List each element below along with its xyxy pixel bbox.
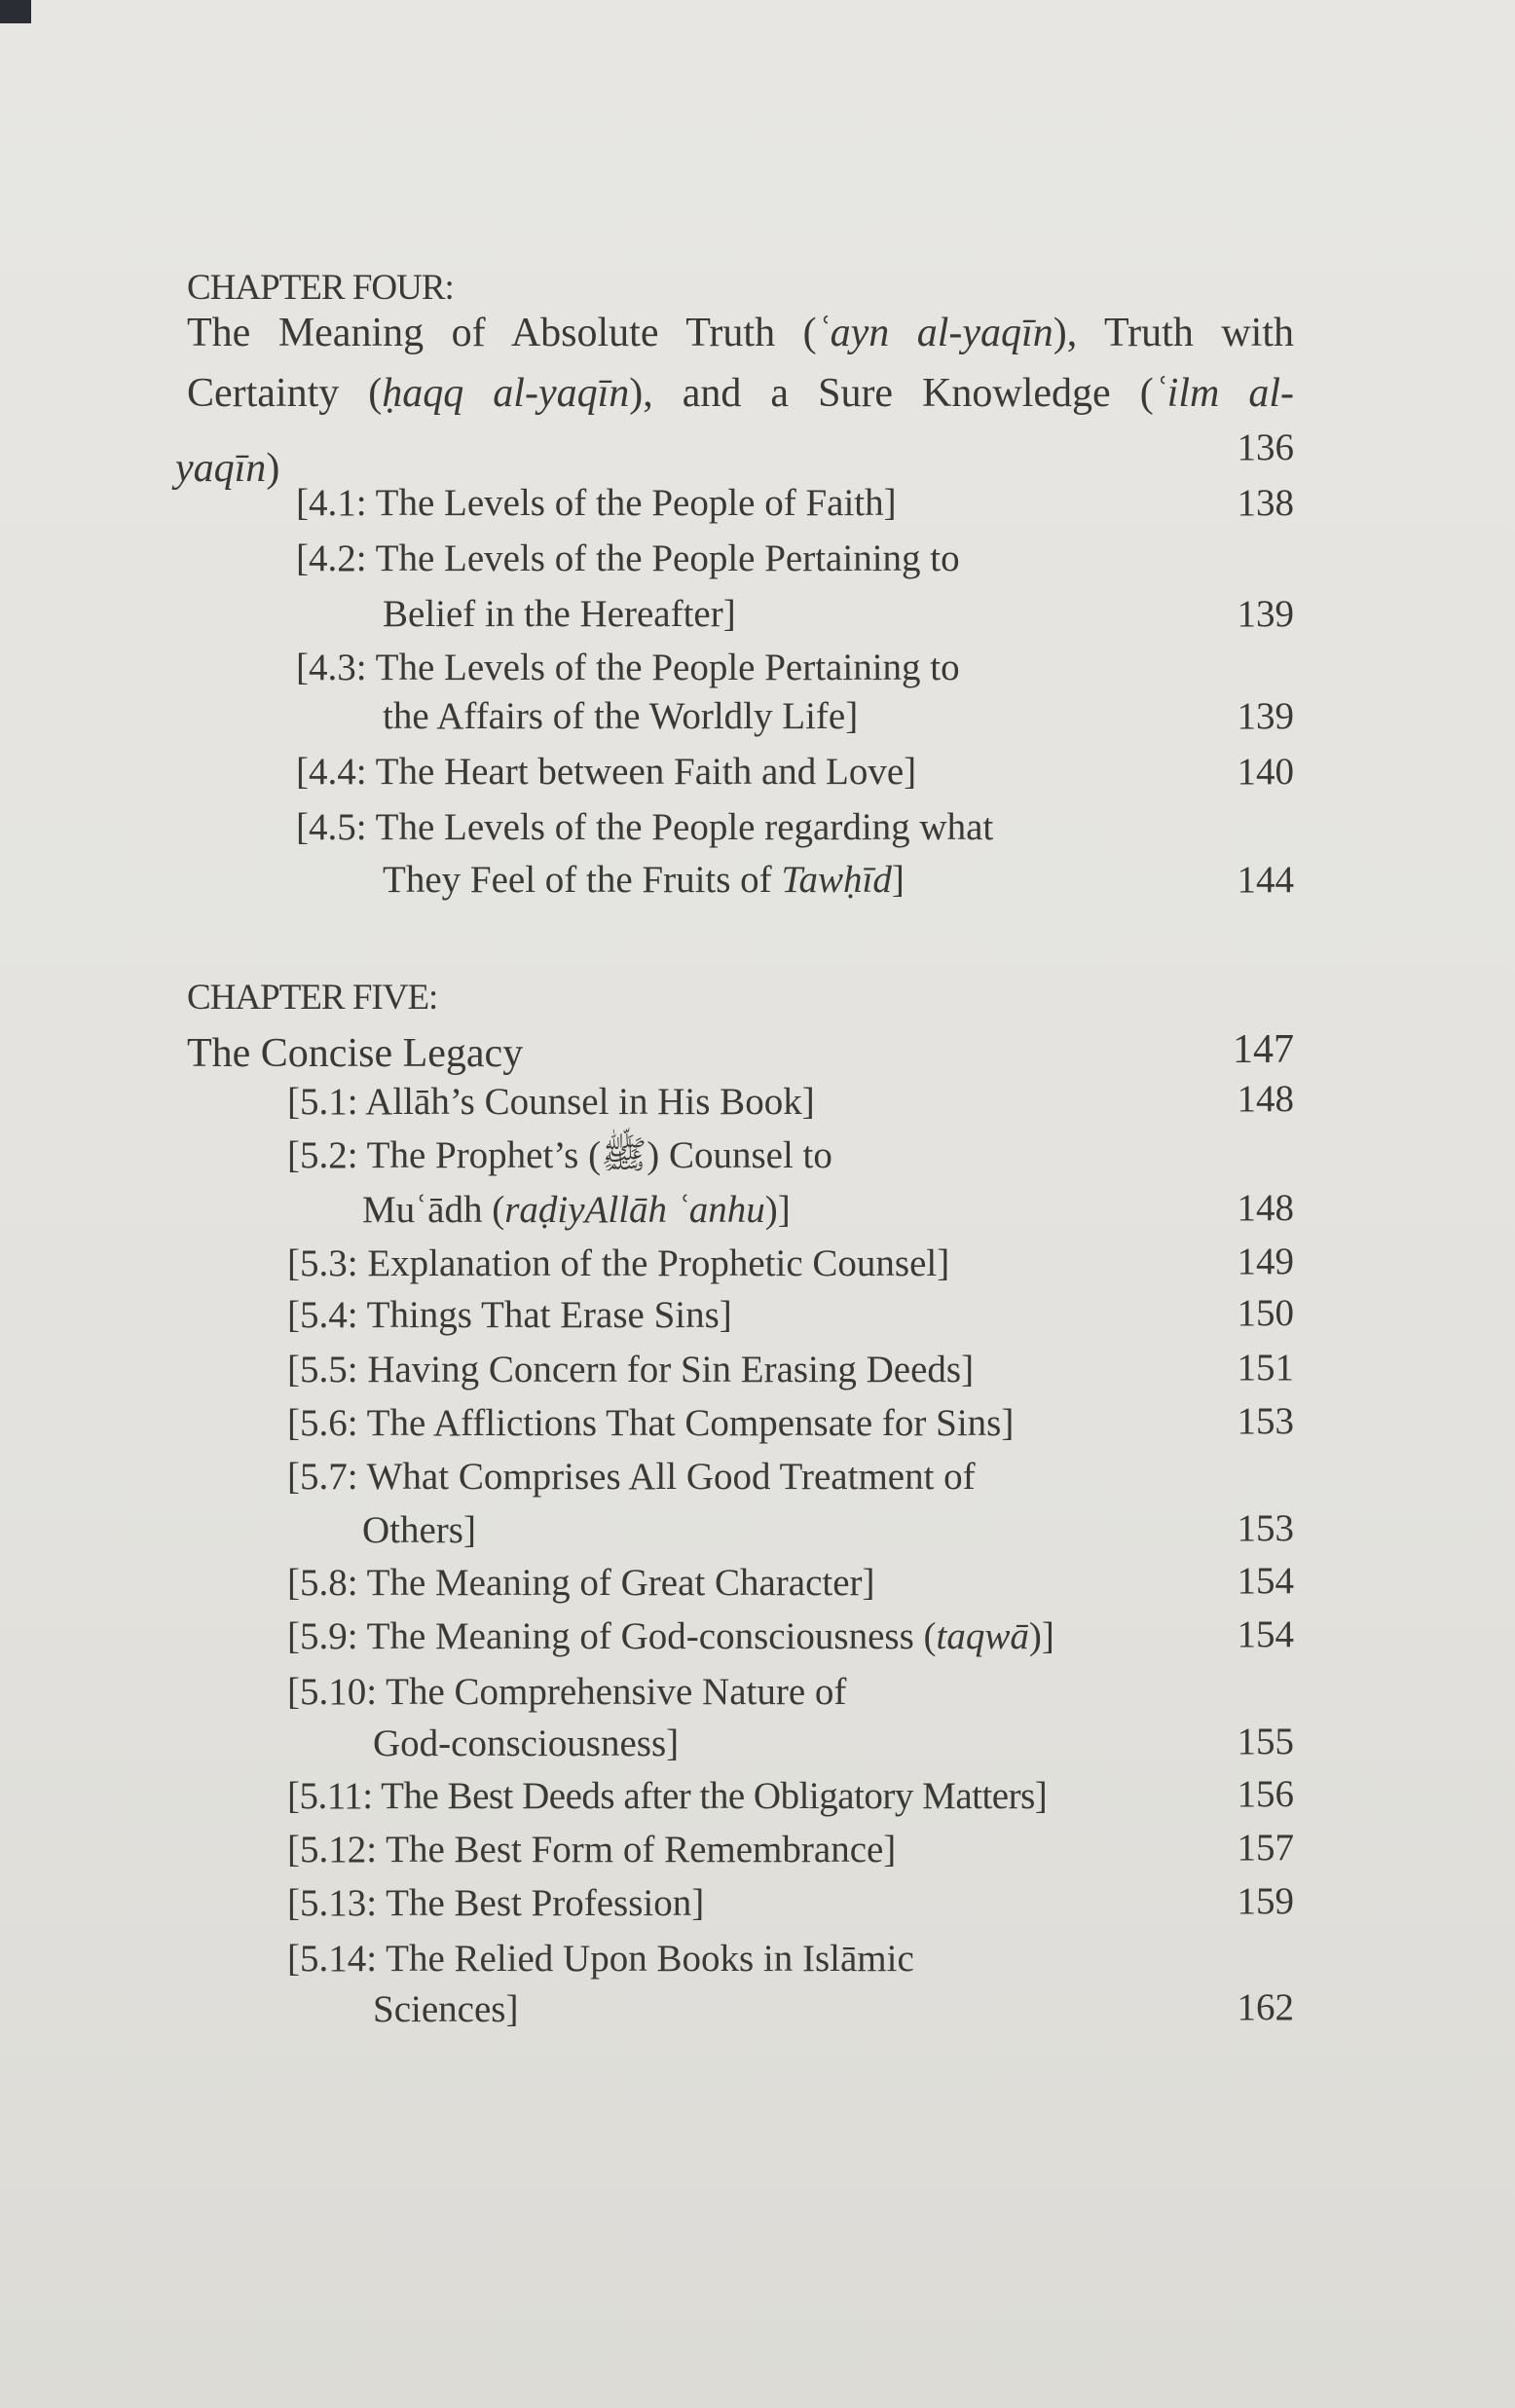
page-number: 155 [1237,1721,1294,1762]
text: Certainty ( [187,371,383,416]
page-number: 138 [1237,482,1294,524]
toc-entry-continuation: Belief in the Hereafter] [383,593,736,635]
text: The Meaning of Absolute Truth ( [187,311,817,355]
text: )] [1028,1615,1054,1657]
toc-entry-continuation: the Affairs of the Worldly Life] [383,695,859,737]
page-number: 162 [1237,1986,1294,2028]
page-number: 154 [1237,1613,1294,1655]
toc-entry: [5.11: The Best Deeds after the Obligatory Matters] [287,1775,1048,1817]
chapter-five-heading: CHAPTER FIVE: [187,978,438,1018]
page-number: 156 [1237,1773,1294,1815]
toc-entry [287,1612,1054,1661]
toc-entry: [5.14: The Relied Upon Books in Islāmic [287,1938,914,1980]
toc-entry: [5.13: The Best Profession] [287,1882,705,1924]
chapter-five-title: The Concise Legacy [187,1031,524,1076]
chapter-four-title-line-3 [175,444,279,493]
page-number: 153 [1237,1507,1294,1549]
page-number: 144 [1237,859,1294,901]
text: ) [266,446,280,491]
toc-entry-continuation: Sciences] [373,1988,519,2030]
chapter-four-title-line-2 [187,369,1294,418]
text: ), Truth with [1053,311,1295,355]
page-number: 154 [1237,1560,1294,1602]
page-number: 151 [1237,1347,1294,1389]
toc-entry-continuation [362,1186,791,1235]
page-number: 150 [1237,1292,1294,1334]
chapter-four-heading: CHAPTER FOUR: [187,268,454,308]
toc-entry: [5.8: The Meaning of Great Character] [287,1562,875,1604]
text: Muʿādh ( [362,1189,505,1231]
italic-term: yaqīn [175,446,267,491]
italic-term: raḍiyAllāh ʿanhu [504,1189,765,1231]
toc-entry: [4.3: The Levels of the People Pertaining to [296,647,960,688]
page-number: 147 [1233,1027,1294,1072]
italic-term: Tawḥīd [781,859,892,901]
chapter-four-title-line-1 [187,309,1294,357]
text: )] [764,1189,791,1231]
italic-term: ʿilm al- [1153,371,1295,416]
page-number: 139 [1237,695,1294,737]
toc-entry: [5.5: Having Concern for Sin Erasing Deeds] [287,1349,975,1390]
toc-entry: [4.5: The Levels of the People regarding what [296,806,994,848]
toc-entry: [5.6: The Afflictions That Compensate for Sins] [287,1402,1015,1444]
text: [5.9: The Meaning of God-consciousness ( [287,1615,937,1657]
toc-entry: [4.4: The Heart between Faith and Love] [296,751,917,793]
toc-entry: [4.1: The Levels of the People of Faith] [296,482,897,524]
toc-entry: [4.2: The Levels of the People Pertaining to [296,537,960,579]
page-number: 136 [1237,426,1294,468]
page-number: 139 [1237,593,1294,635]
scan-edge [0,0,31,23]
text: ), and a Sure Knowledge ( [629,371,1154,416]
toc-entry: [5.2: The Prophet’s (ﷺ) Counsel to [287,1134,832,1176]
page-number: 157 [1237,1827,1294,1869]
toc-entry: [5.4: Things That Erase Sins] [287,1294,732,1336]
toc-entry: [5.3: Explanation of the Prophetic Counsel] [287,1242,950,1284]
toc-entry: [5.7: What Comprises All Good Treatment of [287,1456,976,1498]
page-number: 140 [1237,751,1294,793]
toc-entry-continuation: Others] [362,1509,476,1551]
italic-term: ḥaqq al-yaqīn [382,371,630,416]
toc-entry: [5.1: Allāh’s Counsel in His Book] [287,1081,815,1123]
page-number: 149 [1237,1241,1294,1282]
text: They Feel of the Fruits of [383,859,782,901]
toc-entry-continuation: God-consciousness] [373,1723,680,1764]
text: ] [891,859,905,901]
toc-entry: [5.10: The Comprehensive Nature of [287,1671,847,1713]
page-number: 148 [1237,1187,1294,1229]
toc-entry-continuation [383,856,905,905]
page-number: 153 [1237,1400,1294,1442]
italic-term: taqwā [936,1615,1029,1657]
toc-entry: [5.12: The Best Form of Remembrance] [287,1829,897,1871]
page-number: 159 [1237,1880,1294,1922]
italic-term: ʿayn al-yaqīn [816,311,1053,355]
page-number: 148 [1237,1078,1294,1120]
